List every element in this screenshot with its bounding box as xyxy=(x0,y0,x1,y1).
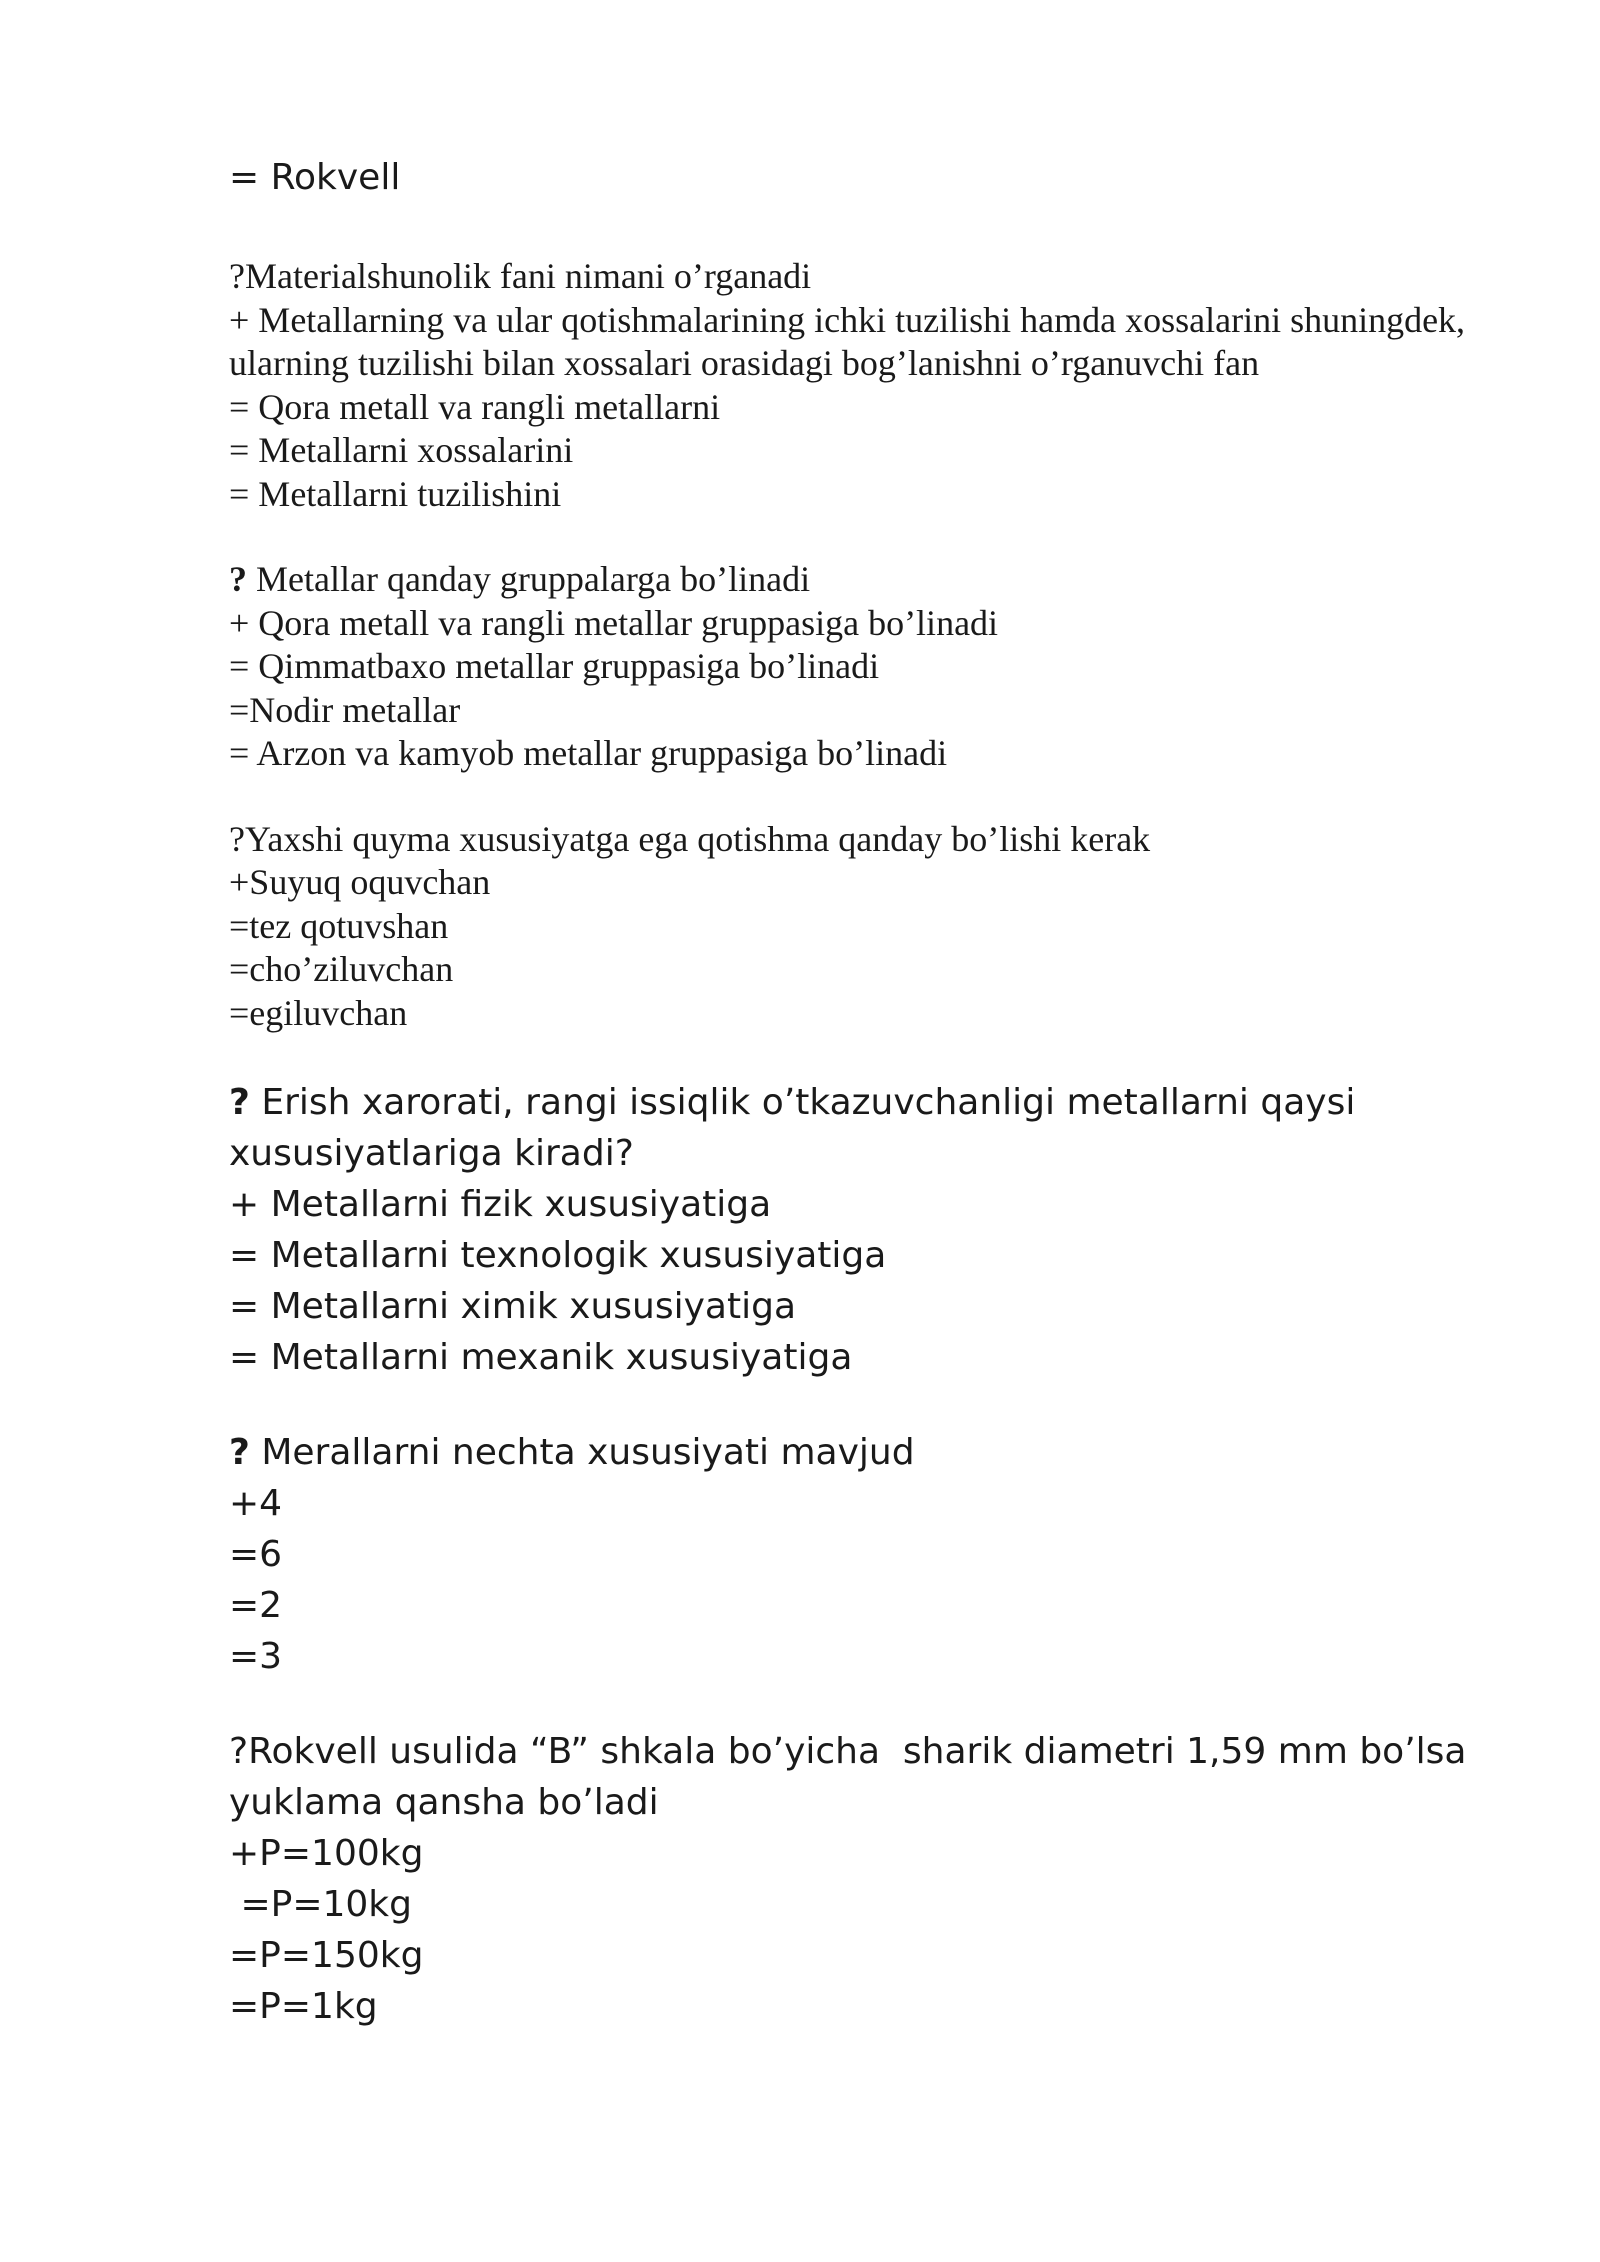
answer-option: = Metallarni xossalarini xyxy=(229,430,574,470)
answer-option: = Qora metall va rangli metallarni xyxy=(229,386,721,427)
question-text: ?Yaxshi quyma xususiyatga ega qotishma qanday bo’lishi kerak xyxy=(229,818,1151,859)
question-block-2 xyxy=(229,558,1479,776)
answer-option: = Arzon va kamyob metallar gruppasiga bo’linadi xyxy=(229,733,948,773)
answer-option: =3 xyxy=(229,1636,283,1677)
answer-correct: +4 xyxy=(229,1483,283,1524)
answer-correct: + Qora metall va rangli metallar gruppasiga bo’linadi xyxy=(229,602,999,643)
answer-option: =cho’ziluvchan xyxy=(229,949,454,989)
answer-option: =P=150kg xyxy=(229,1935,424,1976)
question-block-3 xyxy=(229,818,1479,1036)
answer-option: =tez qotuvshan xyxy=(229,905,449,946)
question-mark: ? xyxy=(229,1432,250,1473)
answer-correct: +P=100kg xyxy=(229,1833,424,1874)
answer-correct: + Metallarning va ular qotishmalarining ichki tuzilishi hamda xossalarini shuningdek, ularning tuzilishi bilan xossalari orasidagi bog’lanishni o’rganuvchi fan xyxy=(229,299,1475,383)
question-text: ?Materialshunolik fani nimani o’rganadi xyxy=(229,256,812,296)
question-text: ? Merallarni nechta xususiyati mavjud xyxy=(229,1432,915,1473)
intro-line: = Rokvell xyxy=(229,157,401,198)
question-mark: ? xyxy=(229,1082,250,1123)
question-block-5 xyxy=(229,1427,1479,1682)
document-page xyxy=(229,152,1479,2032)
question-text: ?Rokvell usulida “B” shkala bo’yicha sharik diametri 1,59 mm bo’lsa yuklama qansha bo’ladi xyxy=(229,1731,1478,1823)
answer-option: =2 xyxy=(229,1585,283,1626)
question-text: ? Metallar qanday gruppalarga bo’linadi xyxy=(229,559,811,599)
answer-option: = Metallarni tuzilishini xyxy=(229,473,562,514)
question-block-1 xyxy=(229,255,1479,516)
question-text: ? Erish xarorati, rangi issiqlik o’tkazuvchanligi metallarni qaysi xususiyatlariga kiradi? xyxy=(229,1082,1367,1174)
answer-option: =6 xyxy=(229,1534,283,1575)
question-block-4 xyxy=(229,1077,1479,1383)
answer-option: = Metallarni texnologik xususiyatiga xyxy=(229,1235,887,1276)
answer-correct: +Suyuq oquvchan xyxy=(229,862,491,902)
answer-option: =Nodir metallar xyxy=(229,689,461,730)
answer-option: = Metallarni ximik xususiyatiga xyxy=(229,1286,796,1327)
answer-correct: + Metallarni fizik xususiyatiga xyxy=(229,1184,772,1225)
question-mark: ? xyxy=(229,559,247,599)
answer-option: =P=10kg xyxy=(229,1884,412,1925)
answer-option: =P=1kg xyxy=(229,1986,378,2027)
question-block-6 xyxy=(229,1726,1479,2032)
answer-option: = Metallarni mexanik xususiyatiga xyxy=(229,1337,853,1378)
answer-option: =egiluvchan xyxy=(229,992,408,1033)
answer-option: = Qimmatbaxo metallar gruppasiga bo’linadi xyxy=(229,646,880,686)
